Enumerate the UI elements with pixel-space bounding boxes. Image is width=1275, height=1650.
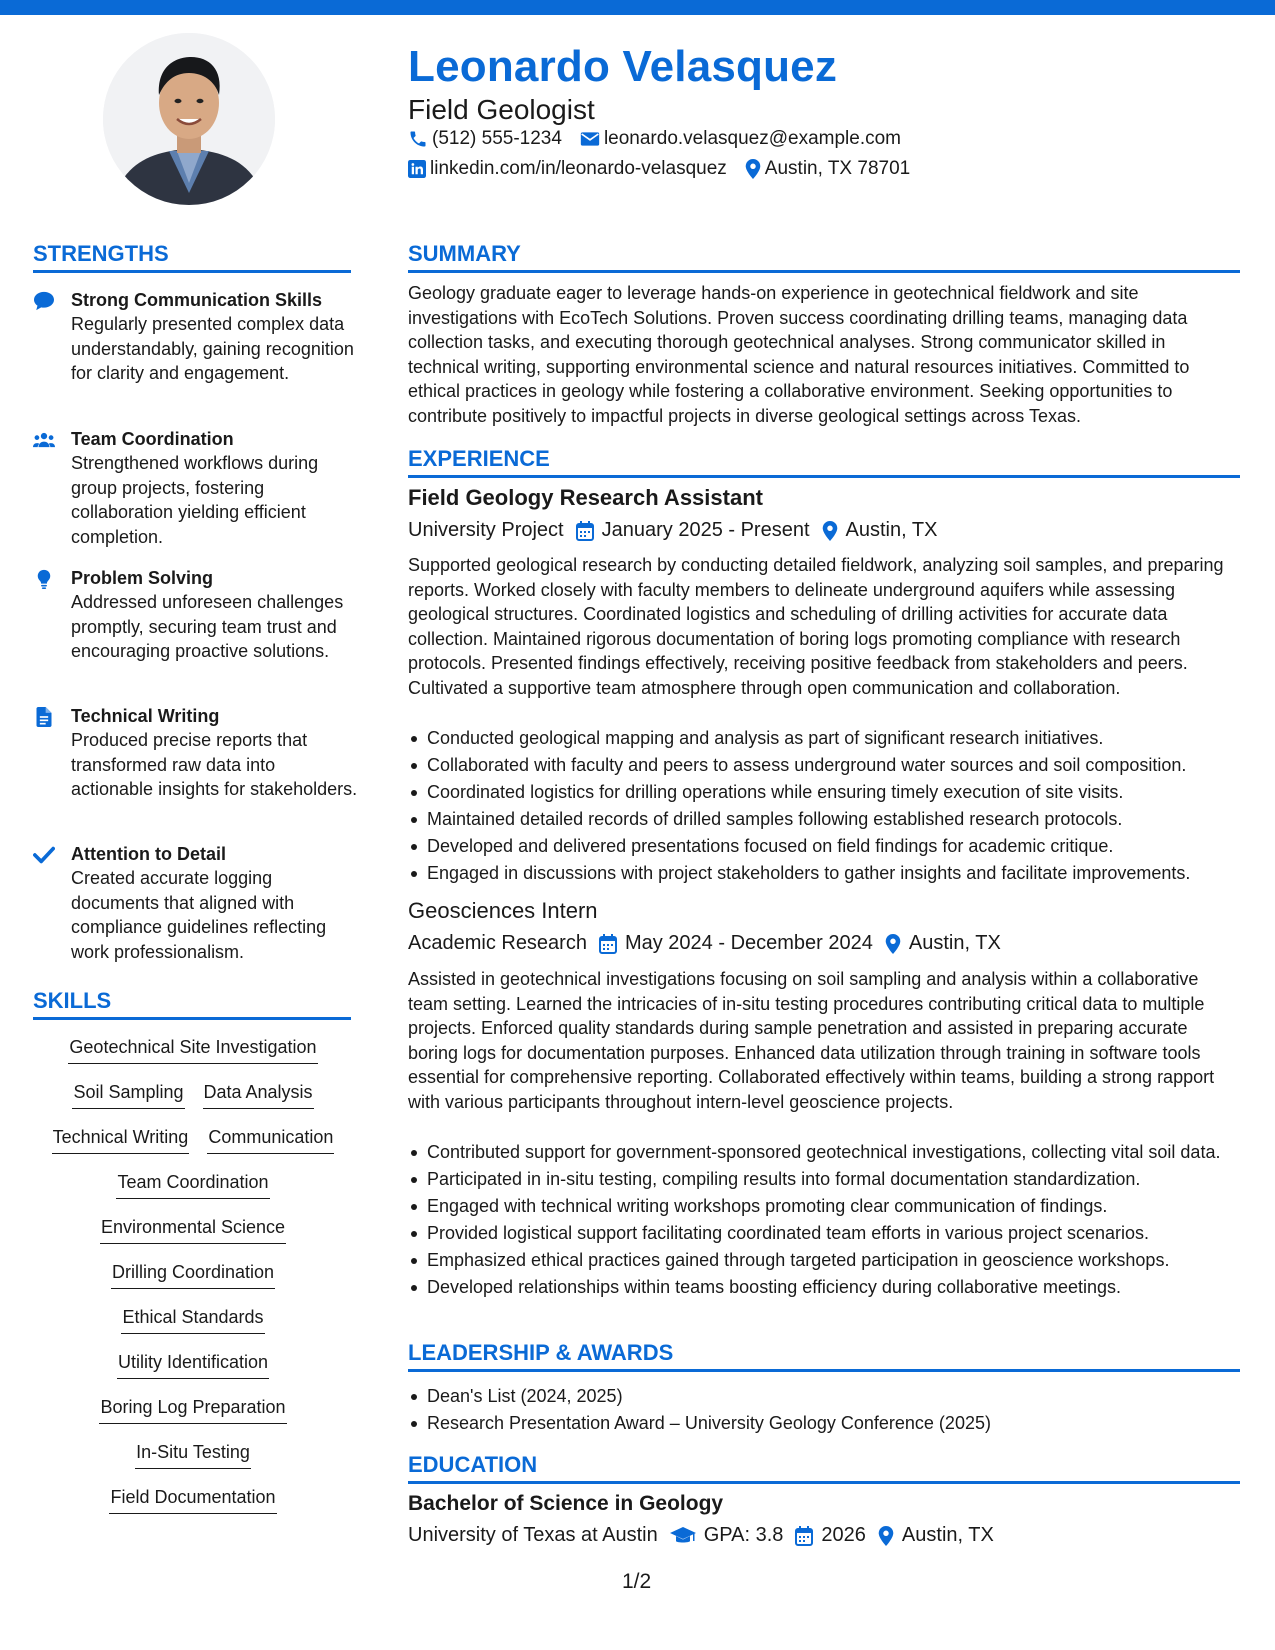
skill-tag: In-Situ Testing	[135, 1440, 251, 1469]
calendar-icon	[576, 521, 594, 541]
job-2-meta	[408, 932, 1013, 955]
grad-year	[795, 1524, 866, 1547]
job-bullet: Engaged with technical writing workshops promoting clear communication of findings.	[427, 1194, 1259, 1218]
job-location	[822, 519, 938, 542]
job-org: Academic Research	[408, 932, 587, 954]
page-number: 1/2	[622, 1570, 652, 1593]
strength-title: Attention to Detail	[71, 844, 226, 864]
leadership-heading: LEADERSHIP & AWARDS	[408, 1340, 1240, 1372]
grad-year-text: 2026	[821, 1524, 866, 1546]
skill-tag: Ethical Standards	[121, 1305, 264, 1334]
strength-title: Technical Writing	[71, 706, 220, 726]
education-heading: EDUCATION	[408, 1452, 1240, 1484]
award-item: Dean's List (2024, 2025)	[427, 1384, 1259, 1408]
leadership-list	[408, 1384, 1259, 1438]
gpa-text: GPA: 3.8	[703, 1524, 784, 1546]
comment-icon	[33, 291, 55, 311]
experience-heading: EXPERIENCE	[408, 446, 1240, 478]
education-location-text: Austin, TX	[901, 1524, 994, 1546]
job-location-text: Austin, TX	[845, 519, 938, 541]
gpa	[670, 1524, 784, 1547]
email-icon	[580, 131, 600, 147]
skill-tag: Environmental Science	[100, 1215, 286, 1244]
education-meta	[408, 1524, 1006, 1547]
job-1-meta	[408, 519, 949, 542]
job-bullet: Engaged in discussions with project stakeholders to gather insights and facilitate improvements.	[427, 861, 1259, 885]
job-2-bullets	[408, 1140, 1259, 1302]
strength-desc: Addressed unforeseen challenges promptly, securing team trust and encouraging proactive solutions.	[71, 592, 344, 661]
email-item[interactable]	[580, 128, 901, 150]
job-dates	[599, 932, 873, 955]
degree-title: Bachelor of Science in Geology	[408, 1492, 724, 1515]
phone-icon	[408, 129, 428, 149]
job-bullet: Conducted geological mapping and analysis as part of significant research initiatives.	[427, 726, 1259, 750]
skill-tag: Field Documentation	[109, 1485, 276, 1514]
users-icon	[33, 430, 55, 450]
contact-row-2	[408, 158, 928, 180]
contact-row-1	[408, 128, 919, 150]
job-dates-text: January 2025 - Present	[601, 519, 810, 541]
job-bullet: Developed and delivered presentations focused on field findings for academic critique.	[427, 834, 1259, 858]
school-name	[408, 1524, 658, 1547]
job-bullet: Collaborated with faculty and peers to assess underground water sources and soil composition.	[427, 753, 1259, 777]
linkedin-item[interactable]	[408, 158, 727, 180]
school-name-text: University of Texas at Austin	[408, 1524, 658, 1546]
document-icon	[33, 707, 55, 727]
calendar-icon	[795, 1526, 813, 1546]
job-title: Field Geologist	[408, 94, 595, 125]
strength-desc: Produced precise reports that transformed raw data into actionable insights for stakeholders.	[71, 730, 358, 799]
skill-tag: Communication	[207, 1125, 334, 1154]
map-pin-icon	[878, 1526, 894, 1546]
strength-desc: Regularly presented complex data understandably, gaining recognition for clarity and engagement.	[71, 314, 354, 383]
linkedin-text: linkedin.com/in/leonardo-velasquez	[430, 158, 727, 179]
strengths-heading: STRENGTHS	[33, 241, 351, 273]
graduation-cap-icon	[670, 1527, 696, 1545]
job-1-bullets	[408, 726, 1259, 888]
job-dates	[576, 519, 810, 542]
location-text: Austin, TX 78701	[764, 158, 911, 179]
job-org: University Project	[408, 519, 564, 541]
strength-title: Problem Solving	[71, 568, 214, 588]
strength-title: Strong Communication Skills	[71, 290, 323, 310]
map-pin-icon	[745, 159, 761, 179]
summary-heading: SUMMARY	[408, 241, 1240, 273]
phone-text: (512) 555-1234	[432, 128, 562, 149]
education-location	[878, 1524, 994, 1547]
job-bullet: Provided logistical support facilitating coordinated team efforts in various project scenarios.	[427, 1221, 1259, 1245]
location-item	[745, 158, 910, 180]
job-2-description: Assisted in geotechnical investigations focusing on soil sampling and analysis within a collaborative team setting. Learned the intricacies of in-situ testing procedures contributing critical data to multiple projects. Enforced quality standards during sample penetration and assisted in preparing accurate boring logs for documentation purposes. Enhanced data utilization through training in software tools essential for comprehensive reporting. Collaborated effectively within teams, building a strong rapport with various participants throughout intern-level geoscience projects.	[408, 969, 1215, 1112]
skill-tag: Technical Writing	[52, 1125, 190, 1154]
skill-tag: Boring Log Preparation	[99, 1395, 286, 1424]
skill-tag: Team Coordination	[116, 1170, 269, 1199]
skill-tag: Drilling Coordination	[111, 1260, 275, 1289]
strength-desc: Created accurate logging documents that aligned with compliance guidelines reflecting work professionalism.	[71, 868, 327, 962]
check-icon	[33, 845, 55, 865]
map-pin-icon	[885, 934, 901, 954]
strength-desc: Strengthened workflows during group projects, fostering collaboration yielding efficient completion.	[71, 453, 319, 547]
skills-list	[33, 1035, 353, 1530]
candidate-name: Leonardo Velasquez	[408, 42, 838, 91]
skill-tag: Utility Identification	[117, 1350, 269, 1379]
strength-title: Team Coordination	[71, 429, 234, 449]
job-bullet: Maintained detailed records of drilled samples following established research protocols.	[427, 807, 1259, 831]
job-bullet: Participated in in-situ testing, compiling results into formal documentation standardization.	[427, 1167, 1259, 1191]
job-2-title: Geosciences Intern	[408, 898, 598, 923]
job-bullet: Emphasized ethical practices gained through targeted participation in geoscience workshops.	[427, 1248, 1259, 1272]
skill-tag: Geotechnical Site Investigation	[68, 1035, 317, 1064]
phone-item[interactable]	[408, 128, 562, 150]
job-1-title: Field Geology Research Assistant	[408, 485, 763, 510]
top-accent-bar	[0, 0, 1275, 15]
skill-tag: Data Analysis	[203, 1080, 314, 1109]
job-1-description: Supported geological research by conducting detailed fieldwork, analyzing soil samples, and preparing reports. Worked closely with faculty members to delineate underground aquifers while assessing geological structures. Coordinated logistics and scheduling of drilling activities for accurate data collection. Maintained rigorous documentation of boring logs promoting compliance with research protocols. Presented findings effectively, receiving positive feedback from stakeholders and peers. Cultivated a supportive team atmosphere through open communication and collaboration.	[408, 555, 1224, 698]
linkedin-icon	[408, 160, 426, 178]
calendar-icon	[599, 934, 617, 954]
portrait-image	[103, 33, 275, 205]
skills-heading: SKILLS	[33, 988, 351, 1020]
lightbulb-icon	[33, 569, 55, 589]
skill-tag: Soil Sampling	[72, 1080, 184, 1109]
job-bullet: Developed relationships within teams boosting efficiency during collaborative meetings.	[427, 1275, 1259, 1299]
job-bullet: Coordinated logistics for drilling operations while ensuring timely execution of site visits.	[427, 780, 1259, 804]
summary-text: Geology graduate eager to leverage hands-on experience in geotechnical fieldwork and site investigations with EcoTech Solutions. Proven success coordinating drilling teams, managing data collection tasks, and executing thorough geotechnical analyses. Strong communicator skilled in technical writing, supporting environmental science and natural resources initiatives. Committed to ethical practices in geology while fostering a collaborative environment. Seeking opportunities to contribute positively to impactful projects in diverse geological settings across Texas.	[408, 283, 1190, 426]
profile-photo	[103, 33, 275, 205]
job-location	[885, 932, 1001, 955]
job-location-text: Austin, TX	[908, 932, 1001, 954]
job-bullet: Contributed support for government-sponsored geotechnical investigations, collecting vital soil data.	[427, 1140, 1259, 1164]
job-dates-text: May 2024 - December 2024	[624, 932, 873, 954]
map-pin-icon	[822, 521, 838, 541]
email-text: leonardo.velasquez@example.com	[603, 128, 901, 149]
award-item: Research Presentation Award – University Geology Conference (2025)	[427, 1411, 1259, 1435]
